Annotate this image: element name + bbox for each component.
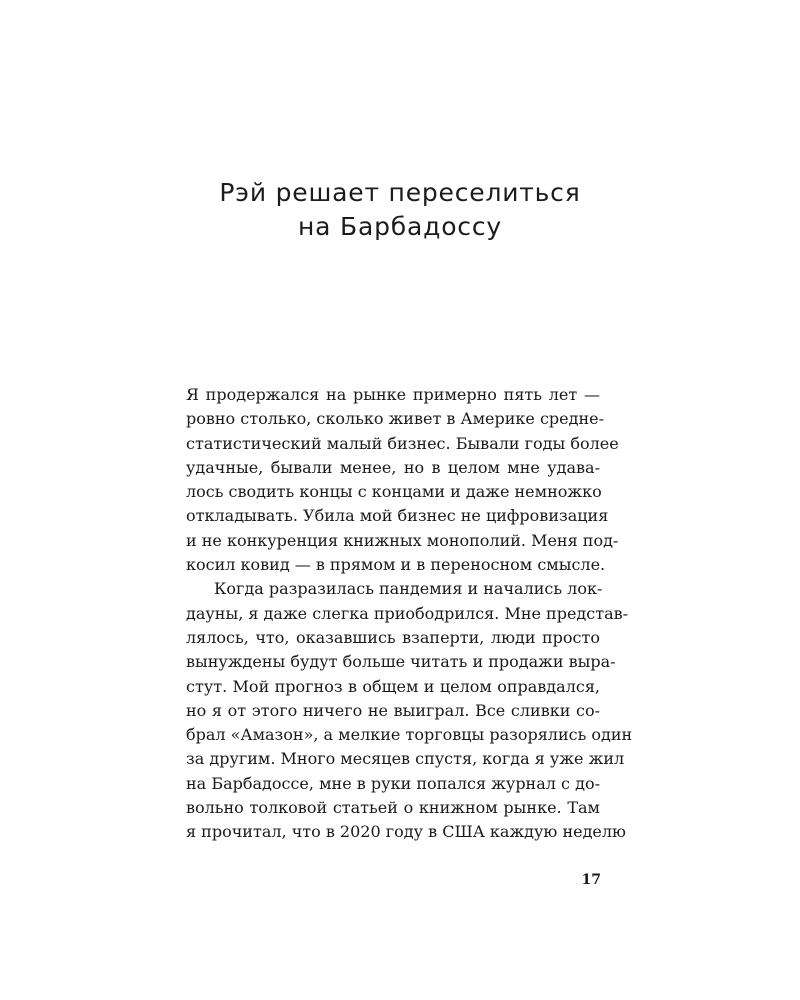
text-line: лось сводить концы с концами и даже немножко	[186, 482, 602, 502]
text-line: лялось, что, оказавшись взаперти, люди просто	[186, 627, 600, 647]
text-line: статистический малый бизнес. Бывали годы более	[186, 433, 619, 453]
chapter-title-line-1: Рэй решает переселиться	[219, 178, 581, 207]
page-number: 17	[581, 872, 601, 888]
text-line: брал «Амазон», а мелкие торговцы разорялись один	[186, 725, 633, 745]
text-line: откладывать. Убила мой бизнес не цифровизация	[186, 506, 609, 526]
text-line: удачные, бывали менее, но в целом мне удава-	[186, 457, 600, 477]
text-line: косил ковид — в прямом и в переносном смысле.	[186, 555, 606, 575]
text-line: вольно толковой статьей о книжном рынке. Там	[186, 798, 600, 818]
text-line: я прочитал, что в 2020 году в США каждую неделю	[186, 822, 626, 842]
body-text	[186, 383, 633, 845]
text-line: ровно столько, сколько живет в Америке средне-	[186, 409, 605, 429]
chapter-title	[150, 176, 650, 244]
chapter-title-line-2: на Барбадоссу	[298, 212, 502, 241]
text-line: и не конкуренция книжных монополий. Меня под-	[186, 530, 619, 550]
text-line: но я от этого ничего не выиграл. Все сливки со-	[186, 700, 600, 720]
text-line: Я продержался на рынке примерно пять лет —	[186, 385, 600, 404]
text-line: Когда разразилась пандемия и начались лок-	[214, 579, 603, 599]
text-line: на Барбадоссе, мне в руки попался журнал с до-	[186, 773, 600, 793]
text-line: дауны, я даже слегка приободрился. Мне представ-	[186, 603, 629, 623]
text-line: за другим. Много месяцев спустя, когда я уже жил	[186, 749, 625, 769]
text-line: вынуждены будут больше читать и продажи выра-	[186, 652, 616, 672]
text-line: стут. Мой прогноз в общем и целом оправдался,	[186, 676, 600, 696]
